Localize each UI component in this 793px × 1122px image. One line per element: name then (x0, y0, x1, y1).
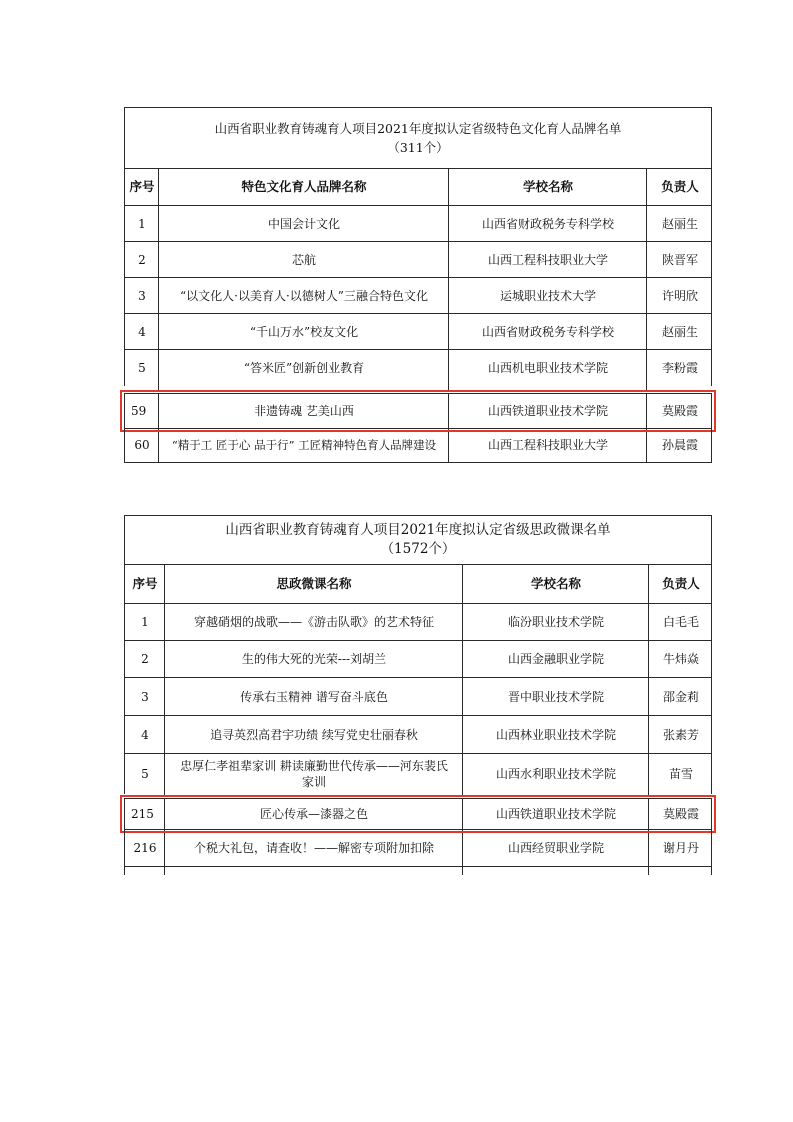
table-count: （311个） (387, 140, 449, 155)
table-row (124, 350, 712, 386)
row-title: 生的伟大死的光荣---刘胡兰 (241, 652, 387, 666)
row-school: 晋中职业技术学院 (507, 689, 604, 704)
header-owner: 负责人 (661, 178, 699, 194)
row-index: 4 (138, 324, 146, 339)
row-owner: 谢月丹 (662, 840, 699, 855)
row-index: 4 (141, 727, 149, 742)
row-owner: 邵金莉 (662, 689, 699, 704)
row-school: 山西省财政税务专科学校 (481, 324, 614, 339)
table-row (124, 242, 712, 278)
row-title: 芯航 (291, 252, 316, 267)
row-school: 山西林业职业技术学院 (495, 727, 616, 742)
col-divider (164, 564, 165, 797)
row-school: 山西铁道职业技术学院 (495, 807, 616, 821)
table-row (124, 604, 712, 641)
row-school: 山西铁道职业技术学院 (487, 404, 608, 418)
row-index: 1 (141, 615, 149, 629)
table-edge (124, 867, 125, 875)
table-row (124, 829, 712, 867)
row-school: 临汾职业技术学院 (507, 615, 604, 629)
row-index: 5 (141, 767, 149, 781)
row-school: 山西工程科技职业大学 (487, 438, 608, 452)
table-row (124, 641, 712, 678)
row-owner: 赵丽生 (661, 216, 698, 231)
table-title-text: 山西省职业教育铸魂育人项目2021年度拟认定省级特色文化育人品牌名单 (214, 121, 622, 136)
col-divider (462, 564, 463, 797)
row-owner: 陕晋军 (661, 252, 698, 267)
table-row (124, 716, 712, 754)
col-divider (448, 168, 449, 392)
row-title: “精于工 匠于心 品于行” 工匠精神特色育人品牌建设 (171, 438, 437, 452)
highlight-box (120, 795, 716, 833)
row-index: 2 (141, 652, 149, 666)
table-row (124, 754, 712, 794)
row-index: 5 (138, 361, 146, 375)
row-index: 59 (131, 404, 147, 418)
row-title: 中国会计文化 (267, 216, 340, 231)
col-divider (648, 564, 649, 797)
header-index: 序号 (129, 178, 155, 194)
table-row (124, 206, 712, 242)
row-owner: 赵丽生 (661, 324, 698, 339)
row-title: 个税大礼包，请查收！——解密专项附加扣除 (193, 840, 434, 855)
row-school: 山西机电职业技术学院 (487, 361, 608, 375)
row-index: 3 (141, 689, 149, 704)
header-owner: 负责人 (662, 575, 700, 591)
row-owner: 苗雪 (668, 767, 693, 781)
table-title-text: 山西省职业教育铸魂育人项目2021年度拟认定省级思政微课名单 (225, 522, 611, 538)
table-row (124, 314, 712, 350)
header-brand-name: 特色文化育人品牌名称 (241, 178, 367, 194)
row-index: 60 (134, 438, 150, 452)
row-owner: 牛炜焱 (662, 652, 699, 666)
row-index: 3 (138, 288, 146, 303)
row-school: 山西省财政税务专科学校 (481, 216, 614, 231)
table-title (124, 521, 712, 559)
row-index: 216 (133, 840, 157, 855)
highlight-box (120, 390, 716, 432)
row-school: 山西水利职业技术学院 (495, 767, 616, 781)
table-header-row (124, 168, 712, 206)
header-course-name: 思政微课名称 (276, 575, 352, 591)
row-title: 传承右玉精神 谱写奋斗底色 (240, 689, 388, 704)
row-title: “以文化人·以美育人·以德树人”三融合特色文化 (180, 288, 428, 303)
row-title: “答米匠”创新创业教育 (243, 361, 365, 375)
table-row (124, 428, 712, 463)
row-title: “千山万水”校友文化 (249, 324, 359, 339)
row-school: 山西经贸职业学院 (507, 840, 604, 855)
header-school: 学校名称 (522, 178, 573, 194)
table-count: （1572个） (380, 541, 456, 557)
row-title: 匠心传承—漆器之色 (259, 807, 368, 821)
row-title: 穿越硝烟的战歌——《游击队歌》的艺术特征 (193, 615, 434, 629)
row-school: 山西工程科技职业大学 (487, 252, 608, 267)
table-header-row (124, 564, 712, 604)
table-row (124, 678, 712, 716)
table-edge (711, 867, 712, 875)
row-owner: 莫殿霞 (662, 807, 699, 821)
table-brand-list (124, 107, 712, 463)
row-index: 215 (131, 807, 154, 821)
row-title: 非遗铸魂 艺美山西 (254, 404, 354, 418)
header-school: 学校名称 (530, 575, 581, 591)
row-title: 忠厚仁孝祖辈家训 耕读廉勤世代传承——河东裴氏家训 (180, 759, 448, 789)
row-owner: 白毛毛 (662, 615, 699, 629)
row-owner: 孙晨霞 (661, 438, 698, 452)
col-divider (158, 168, 159, 392)
row-school: 山西金融职业学院 (507, 652, 604, 666)
row-school: 运城职业技术大学 (499, 288, 596, 303)
row-title: 追寻英烈高君宇功绩 续写党史壮丽春秋 (210, 727, 418, 742)
row-owner: 张素芳 (662, 727, 699, 742)
table-row (124, 278, 712, 314)
row-owner: 许明欣 (661, 288, 698, 303)
table-micro-course-list (124, 515, 712, 875)
row-index: 1 (138, 216, 146, 231)
row-owner: 莫殿霞 (661, 404, 698, 418)
col-divider (646, 168, 647, 392)
header-index: 序号 (132, 575, 158, 591)
row-owner: 李粉霞 (661, 361, 698, 375)
table-title (124, 119, 712, 157)
row-index: 2 (138, 252, 146, 267)
